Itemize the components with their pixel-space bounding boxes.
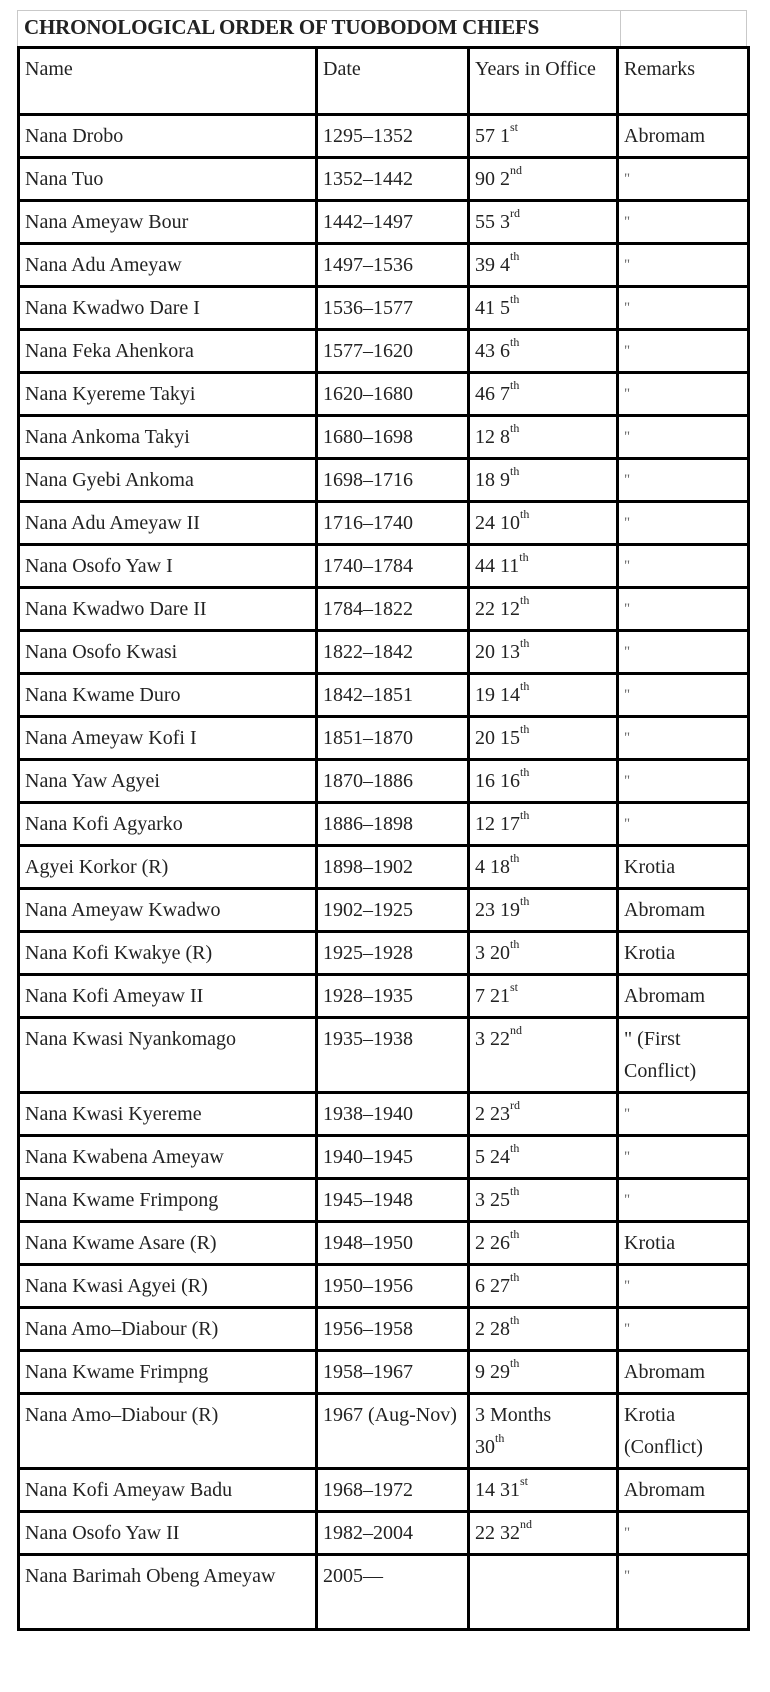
table-row bbox=[19, 889, 749, 932]
years-value: 41 bbox=[475, 297, 495, 319]
years-value: 2 bbox=[475, 1318, 485, 1340]
cell-remarks: " bbox=[618, 545, 749, 588]
chiefs-table bbox=[17, 46, 750, 1631]
cell-remarks: " bbox=[618, 459, 749, 502]
cell-remarks: " bbox=[618, 1136, 749, 1179]
years-value: 14 bbox=[475, 1479, 495, 1501]
cell-name: Nana Ameyaw Kwadwo bbox=[19, 889, 317, 932]
years-value: 55 bbox=[475, 211, 495, 233]
order-suffix: nd bbox=[520, 1517, 532, 1531]
years-value: 43 bbox=[475, 340, 495, 362]
years-value: 3 bbox=[475, 1028, 485, 1050]
order-suffix: th bbox=[510, 851, 520, 865]
years-value: 4 bbox=[475, 856, 485, 878]
order-number: 6 bbox=[500, 340, 510, 362]
cell-remarks: " bbox=[618, 674, 749, 717]
header-years: Years in Office bbox=[469, 48, 618, 115]
order-number: 26 bbox=[490, 1232, 510, 1254]
table-row bbox=[19, 545, 749, 588]
cell-date: 1948–1950 bbox=[317, 1222, 469, 1265]
order-number: 18 bbox=[490, 856, 510, 878]
table-row bbox=[19, 1179, 749, 1222]
cell-remarks: Abromam bbox=[618, 1351, 749, 1394]
years-value: 22 bbox=[475, 598, 495, 620]
cell-name: Nana Adu Ameyaw bbox=[19, 244, 317, 287]
order-number: 8 bbox=[500, 426, 510, 448]
cell-remarks: " bbox=[618, 1179, 749, 1222]
order-number: 16 bbox=[500, 770, 520, 792]
order-suffix: th bbox=[520, 765, 530, 779]
table-row bbox=[19, 287, 749, 330]
cell-name: Nana Kofi Agyarko bbox=[19, 803, 317, 846]
cell-name: Nana Ameyaw Kofi I bbox=[19, 717, 317, 760]
cell-years bbox=[469, 1469, 618, 1512]
cell-name: Nana Kyereme Takyi bbox=[19, 373, 317, 416]
table-row bbox=[19, 1265, 749, 1308]
cell-name: Nana Kwasi Nyankomago bbox=[19, 1018, 317, 1093]
cell-remarks: " bbox=[618, 1308, 749, 1351]
order-suffix: st bbox=[520, 1474, 529, 1488]
cell-name: Nana Amo–Diabour (R) bbox=[19, 1394, 317, 1469]
table-row bbox=[19, 416, 749, 459]
order-suffix: th bbox=[520, 593, 530, 607]
order-suffix: nd bbox=[510, 1023, 522, 1037]
cell-date: 1842–1851 bbox=[317, 674, 469, 717]
cell-years bbox=[469, 1136, 618, 1179]
cell-remarks: " bbox=[618, 803, 749, 846]
table-row bbox=[19, 1222, 749, 1265]
order-number: 19 bbox=[500, 899, 520, 921]
cell-remarks: " bbox=[618, 158, 749, 201]
order-number: 13 bbox=[500, 641, 520, 663]
order-suffix: th bbox=[519, 550, 529, 564]
years-value: 3 Months bbox=[475, 1404, 552, 1426]
cell-years bbox=[469, 201, 618, 244]
order-suffix: th bbox=[510, 1270, 520, 1284]
years-value: 12 bbox=[475, 813, 495, 835]
cell-remarks: " bbox=[618, 502, 749, 545]
order-suffix: th bbox=[510, 937, 520, 951]
cell-years bbox=[469, 1222, 618, 1265]
table-row bbox=[19, 158, 749, 201]
order-number: 21 bbox=[490, 985, 510, 1007]
order-number: 24 bbox=[490, 1146, 510, 1168]
years-value: 3 bbox=[475, 1189, 485, 1211]
cell-years bbox=[469, 158, 618, 201]
order-number: 30 bbox=[475, 1436, 495, 1458]
header-remarks: Remarks bbox=[618, 48, 749, 115]
years-value: 24 bbox=[475, 512, 495, 534]
order-number: 12 bbox=[500, 598, 520, 620]
cell-date: 1784–1822 bbox=[317, 588, 469, 631]
cell-years bbox=[469, 459, 618, 502]
cell-years bbox=[469, 330, 618, 373]
order-number: 25 bbox=[490, 1189, 510, 1211]
order-number: 2 bbox=[500, 168, 510, 190]
cell-date: 1442–1497 bbox=[317, 201, 469, 244]
order-number: 1 bbox=[500, 125, 510, 147]
cell-remarks: Krotia bbox=[618, 1222, 749, 1265]
cell-name: Nana Kwame Frimpong bbox=[19, 1179, 317, 1222]
cell-remarks: " bbox=[618, 287, 749, 330]
cell-remarks: Abromam bbox=[618, 889, 749, 932]
cell-years bbox=[469, 674, 618, 717]
cell-date: 1928–1935 bbox=[317, 975, 469, 1018]
order-number: 31 bbox=[500, 1479, 520, 1501]
order-number: 10 bbox=[500, 512, 520, 534]
cell-date: 1716–1740 bbox=[317, 502, 469, 545]
cell-remarks: " bbox=[618, 201, 749, 244]
order-suffix: th bbox=[510, 1356, 520, 1370]
years-value: 20 bbox=[475, 727, 495, 749]
cell-name: Nana Kofi Kwakye (R) bbox=[19, 932, 317, 975]
table-row bbox=[19, 1093, 749, 1136]
cell-date: 1956–1958 bbox=[317, 1308, 469, 1351]
cell-remarks: " bbox=[618, 1512, 749, 1555]
cell-name: Nana Feka Ahenkora bbox=[19, 330, 317, 373]
table-row bbox=[19, 115, 749, 158]
cell-date: 1967 (Aug-Nov) bbox=[317, 1394, 469, 1469]
cell-date: 1898–1902 bbox=[317, 846, 469, 889]
cell-date: 1536–1577 bbox=[317, 287, 469, 330]
years-value: 39 bbox=[475, 254, 495, 276]
order-suffix: th bbox=[520, 808, 530, 822]
cell-years bbox=[469, 1512, 618, 1555]
cell-years bbox=[469, 502, 618, 545]
cell-years bbox=[469, 889, 618, 932]
cell-remarks: " bbox=[618, 717, 749, 760]
cell-date: 1938–1940 bbox=[317, 1093, 469, 1136]
order-suffix: th bbox=[520, 636, 530, 650]
cell-name: Nana Kwadwo Dare I bbox=[19, 287, 317, 330]
years-value: 20 bbox=[475, 641, 495, 663]
order-suffix: rd bbox=[510, 206, 520, 220]
order-number: 9 bbox=[500, 469, 510, 491]
cell-date: 1940–1945 bbox=[317, 1136, 469, 1179]
years-value: 5 bbox=[475, 1146, 485, 1168]
cell-name: Nana Kwame Frimpng bbox=[19, 1351, 317, 1394]
cell-years bbox=[469, 846, 618, 889]
cell-name: Nana Kofi Ameyaw II bbox=[19, 975, 317, 1018]
order-suffix: th bbox=[510, 378, 520, 392]
table-row bbox=[19, 201, 749, 244]
cell-date: 1886–1898 bbox=[317, 803, 469, 846]
table-row bbox=[19, 975, 749, 1018]
order-suffix: th bbox=[510, 1313, 520, 1327]
order-suffix: th bbox=[510, 1184, 520, 1198]
cell-years bbox=[469, 760, 618, 803]
cell-date: 1851–1870 bbox=[317, 717, 469, 760]
cell-years bbox=[469, 115, 618, 158]
cell-date: 1945–1948 bbox=[317, 1179, 469, 1222]
cell-remarks: " bbox=[618, 760, 749, 803]
cell-remarks: " bbox=[618, 588, 749, 631]
cell-name: Nana Gyebi Ankoma bbox=[19, 459, 317, 502]
years-value: 16 bbox=[475, 770, 495, 792]
cell-name: Nana Kwadwo Dare II bbox=[19, 588, 317, 631]
order-number: 4 bbox=[500, 254, 510, 276]
header-name: Name bbox=[19, 48, 317, 115]
cell-name: Nana Kwame Duro bbox=[19, 674, 317, 717]
cell-years bbox=[469, 1093, 618, 1136]
table-row bbox=[19, 674, 749, 717]
cell-name: Nana Yaw Agyei bbox=[19, 760, 317, 803]
years-value: 3 bbox=[475, 942, 485, 964]
cell-remarks: " bbox=[618, 244, 749, 287]
years-value: 19 bbox=[475, 684, 495, 706]
cell-years bbox=[469, 1179, 618, 1222]
order-suffix: th bbox=[510, 421, 520, 435]
order-suffix: th bbox=[510, 249, 520, 263]
cell-years bbox=[469, 287, 618, 330]
order-number: 20 bbox=[490, 942, 510, 964]
cell-date: 1352–1442 bbox=[317, 158, 469, 201]
table-row bbox=[19, 244, 749, 287]
years-value: 6 bbox=[475, 1275, 485, 1297]
order-number: 5 bbox=[500, 297, 510, 319]
order-number: 14 bbox=[500, 684, 520, 706]
cell-name: Nana Drobo bbox=[19, 115, 317, 158]
title-row bbox=[17, 10, 750, 46]
cell-years bbox=[469, 373, 618, 416]
order-suffix: th bbox=[510, 335, 520, 349]
cell-years bbox=[469, 631, 618, 674]
cell-name: Nana Ameyaw Bour bbox=[19, 201, 317, 244]
order-suffix: st bbox=[510, 980, 519, 994]
cell-date: 1968–1972 bbox=[317, 1469, 469, 1512]
order-suffix: th bbox=[495, 1431, 505, 1445]
cell-date: 2005— bbox=[317, 1555, 469, 1630]
years-value: 90 bbox=[475, 168, 495, 190]
title-empty-cell bbox=[620, 10, 747, 46]
cell-name: Nana Barimah Obeng Ameyaw bbox=[19, 1555, 317, 1630]
cell-name: Nana Kwasi Kyereme bbox=[19, 1093, 317, 1136]
years-value: 46 bbox=[475, 383, 495, 405]
cell-date: 1620–1680 bbox=[317, 373, 469, 416]
order-suffix: nd bbox=[510, 163, 522, 177]
table-title: CHRONOLOGICAL ORDER OF TUOBODOM CHIEFS bbox=[17, 10, 620, 46]
cell-years bbox=[469, 1394, 618, 1469]
order-number: 11 bbox=[500, 555, 520, 577]
cell-years bbox=[469, 244, 618, 287]
order-number: 15 bbox=[500, 727, 520, 749]
cell-remarks: Krotia (Conflict) bbox=[618, 1394, 749, 1469]
cell-date: 1295–1352 bbox=[317, 115, 469, 158]
years-value: 7 bbox=[475, 985, 485, 1007]
years-value: 44 bbox=[475, 555, 495, 577]
cell-date: 1680–1698 bbox=[317, 416, 469, 459]
cell-date: 1698–1716 bbox=[317, 459, 469, 502]
table-row bbox=[19, 846, 749, 889]
cell-date: 1902–1925 bbox=[317, 889, 469, 932]
cell-date: 1497–1536 bbox=[317, 244, 469, 287]
order-number: 32 bbox=[500, 1522, 520, 1544]
table-row bbox=[19, 588, 749, 631]
years-value: 2 bbox=[475, 1232, 485, 1254]
cell-date: 1925–1928 bbox=[317, 932, 469, 975]
chiefs-document bbox=[17, 10, 750, 1631]
cell-years bbox=[469, 975, 618, 1018]
table-row bbox=[19, 1308, 749, 1351]
cell-remarks: " bbox=[618, 1093, 749, 1136]
order-suffix: th bbox=[510, 464, 520, 478]
cell-remarks: Abromam bbox=[618, 975, 749, 1018]
cell-date: 1950–1956 bbox=[317, 1265, 469, 1308]
cell-remarks: " bbox=[618, 631, 749, 674]
cell-name: Nana Kwame Asare (R) bbox=[19, 1222, 317, 1265]
years-value: 18 bbox=[475, 469, 495, 491]
order-number: 7 bbox=[500, 383, 510, 405]
cell-remarks: " bbox=[618, 330, 749, 373]
order-number: 27 bbox=[490, 1275, 510, 1297]
order-suffix: th bbox=[520, 679, 530, 693]
cell-date: 1870–1886 bbox=[317, 760, 469, 803]
years-value: 9 bbox=[475, 1361, 485, 1383]
table-row bbox=[19, 502, 749, 545]
table-row bbox=[19, 1512, 749, 1555]
table-row bbox=[19, 631, 749, 674]
years-value: 2 bbox=[475, 1103, 485, 1125]
cell-name: Nana Amo–Diabour (R) bbox=[19, 1308, 317, 1351]
cell-date: 1740–1784 bbox=[317, 545, 469, 588]
table-row bbox=[19, 1555, 749, 1630]
table-row bbox=[19, 1351, 749, 1394]
order-number: 3 bbox=[500, 211, 510, 233]
cell-years bbox=[469, 1018, 618, 1093]
order-suffix: th bbox=[520, 507, 530, 521]
cell-name: Nana Osofo Yaw I bbox=[19, 545, 317, 588]
cell-remarks: " (First Conflict) bbox=[618, 1018, 749, 1093]
order-number: 23 bbox=[490, 1103, 510, 1125]
cell-name: Nana Kwabena Ameyaw bbox=[19, 1136, 317, 1179]
cell-name: Agyei Korkor (R) bbox=[19, 846, 317, 889]
header-date: Date bbox=[317, 48, 469, 115]
cell-date: 1577–1620 bbox=[317, 330, 469, 373]
cell-remarks: Abromam bbox=[618, 1469, 749, 1512]
table-row bbox=[19, 1394, 749, 1469]
order-suffix: th bbox=[520, 894, 530, 908]
cell-remarks: Krotia bbox=[618, 846, 749, 889]
table-row bbox=[19, 459, 749, 502]
table-row bbox=[19, 717, 749, 760]
cell-date: 1822–1842 bbox=[317, 631, 469, 674]
cell-date: 1935–1938 bbox=[317, 1018, 469, 1093]
cell-remarks: " bbox=[618, 1555, 749, 1630]
order-suffix: rd bbox=[510, 1098, 520, 1112]
table-row bbox=[19, 1469, 749, 1512]
cell-remarks: Abromam bbox=[618, 115, 749, 158]
cell-remarks: " bbox=[618, 1265, 749, 1308]
table-row bbox=[19, 1136, 749, 1179]
cell-date: 1982–2004 bbox=[317, 1512, 469, 1555]
table-row bbox=[19, 1018, 749, 1093]
cell-years bbox=[469, 588, 618, 631]
cell-name: Nana Adu Ameyaw II bbox=[19, 502, 317, 545]
cell-name: Nana Ankoma Takyi bbox=[19, 416, 317, 459]
order-number: 17 bbox=[500, 813, 520, 835]
order-suffix: th bbox=[510, 292, 520, 306]
cell-years bbox=[469, 1351, 618, 1394]
cell-years bbox=[469, 545, 618, 588]
order-suffix: th bbox=[510, 1227, 520, 1241]
cell-years bbox=[469, 1308, 618, 1351]
table-row bbox=[19, 932, 749, 975]
cell-years bbox=[469, 803, 618, 846]
table-row bbox=[19, 373, 749, 416]
order-suffix: th bbox=[520, 722, 530, 736]
cell-date: 1958–1967 bbox=[317, 1351, 469, 1394]
header-row bbox=[19, 48, 749, 115]
cell-years bbox=[469, 717, 618, 760]
cell-name: Nana Kofi Ameyaw Badu bbox=[19, 1469, 317, 1512]
order-number: 28 bbox=[490, 1318, 510, 1340]
cell-name: Nana Osofo Kwasi bbox=[19, 631, 317, 674]
order-number: 29 bbox=[490, 1361, 510, 1383]
cell-name: Nana Kwasi Agyei (R) bbox=[19, 1265, 317, 1308]
cell-remarks: " bbox=[618, 416, 749, 459]
years-value: 22 bbox=[475, 1522, 495, 1544]
years-value: 57 bbox=[475, 125, 495, 147]
table-row bbox=[19, 330, 749, 373]
order-suffix: st bbox=[510, 120, 519, 134]
cell-remarks: " bbox=[618, 373, 749, 416]
order-suffix: th bbox=[510, 1141, 520, 1155]
cell-remarks: Krotia bbox=[618, 932, 749, 975]
cell-years bbox=[469, 1555, 618, 1630]
cell-years bbox=[469, 932, 618, 975]
table-row bbox=[19, 803, 749, 846]
years-value: 23 bbox=[475, 899, 495, 921]
cell-years bbox=[469, 416, 618, 459]
cell-name: Nana Tuo bbox=[19, 158, 317, 201]
table-row bbox=[19, 760, 749, 803]
order-number: 22 bbox=[490, 1028, 510, 1050]
cell-years bbox=[469, 1265, 618, 1308]
years-value: 12 bbox=[475, 426, 495, 448]
cell-name: Nana Osofo Yaw II bbox=[19, 1512, 317, 1555]
